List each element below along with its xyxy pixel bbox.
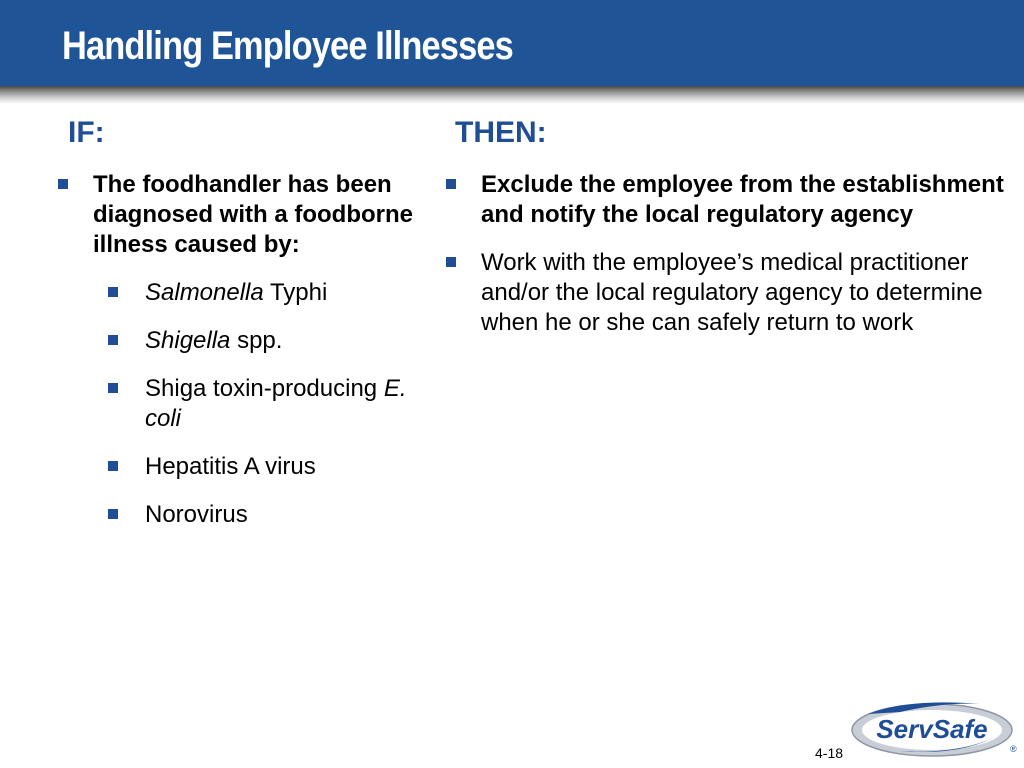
cause-text: Hepatitis A virus (145, 453, 316, 480)
title-shadow (0, 86, 1024, 104)
then-item (443, 248, 1013, 338)
then-header: THEN: (455, 116, 547, 149)
cause-italic: Shigella (145, 327, 231, 354)
square-bullet-icon (108, 287, 118, 297)
if-list (55, 170, 425, 548)
if-header: IF: (68, 116, 105, 149)
then-item-text: Exclude the employee from the establishment and notify the local regulatory agency (481, 171, 1004, 228)
causes-list (93, 278, 425, 530)
servsafe-logo (850, 694, 1018, 758)
cause-text: Typhi (263, 279, 328, 306)
cause-italic: E. coli (145, 375, 407, 432)
square-bullet-icon (108, 335, 118, 345)
if-main-text: The foodhandler has been diagnosed with a foodborne illness caused by: (93, 171, 413, 258)
then-item (443, 170, 1013, 230)
square-bullet-icon (108, 461, 118, 471)
cause-text: Norovirus (145, 501, 248, 528)
logo-registered-mark: ® (1010, 744, 1017, 754)
slide-title: Handling Employee Illnesses (62, 24, 513, 68)
then-list (443, 170, 1013, 356)
cause-item (93, 326, 425, 356)
title-bar (0, 0, 1024, 86)
square-bullet-icon (108, 509, 118, 519)
square-bullet-icon (446, 179, 456, 189)
then-item-text: Work with the employee’s medical practitioner and/or the local regulatory agency to determine when he or she can safely return to work (481, 249, 983, 336)
cause-item (93, 500, 425, 530)
cause-text: spp. (230, 327, 283, 354)
if-main-item (55, 170, 425, 530)
cause-item (93, 452, 425, 482)
cause-text: Shiga toxin-producing (145, 375, 384, 402)
square-bullet-icon (58, 179, 68, 189)
cause-item (93, 374, 425, 434)
cause-italic: Salmonella (145, 279, 264, 306)
cause-item (93, 278, 425, 308)
logo-text: ServSafe (876, 714, 988, 744)
page-number: 4-18 (815, 745, 844, 761)
square-bullet-icon (108, 383, 118, 393)
square-bullet-icon (446, 257, 456, 267)
